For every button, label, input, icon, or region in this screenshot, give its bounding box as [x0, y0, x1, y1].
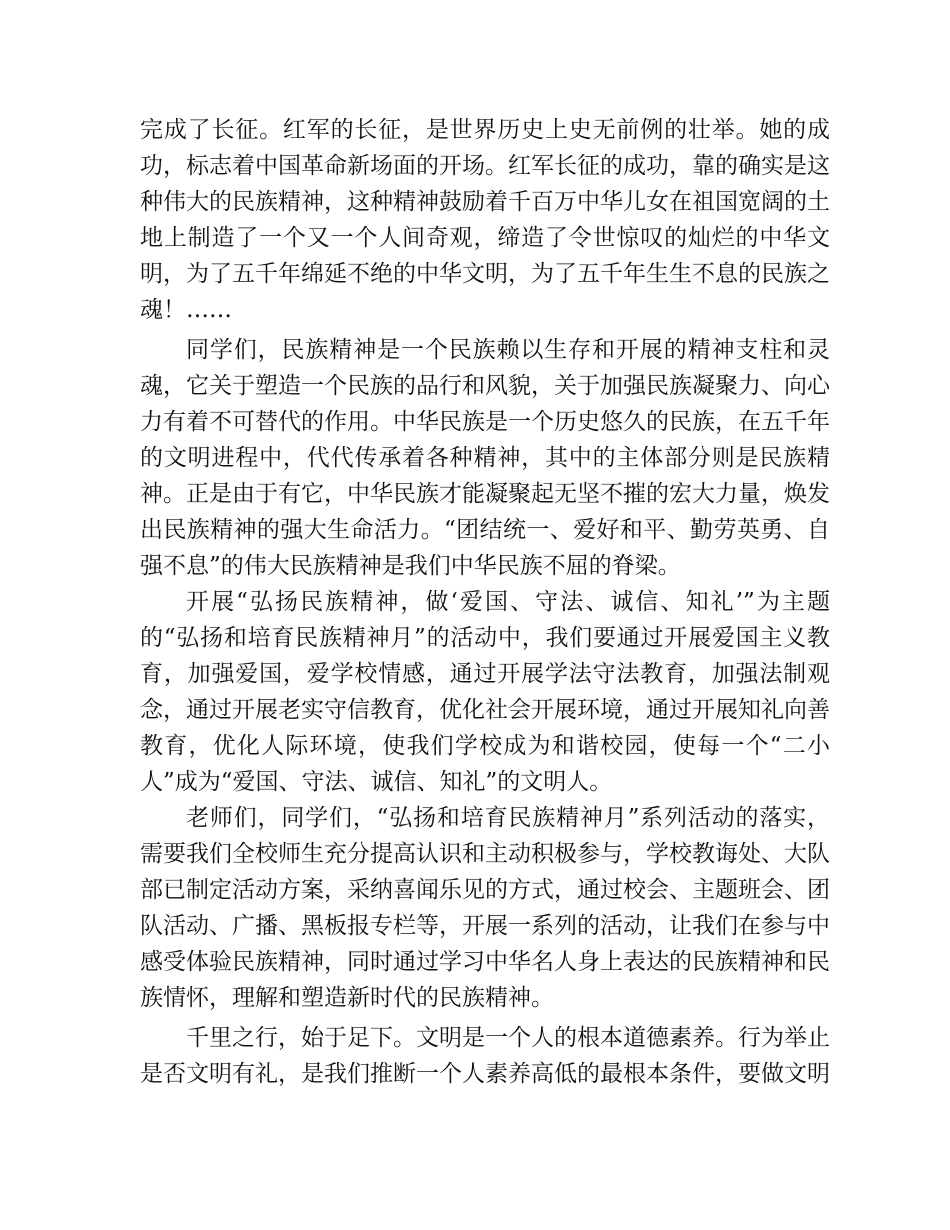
paragraph-1: 完成了长征。红军的长征，是世界历史上史无前例的壮举。她的成功，标志着中国革命新场面的开场。红军长征的成功，靠的确实是这种伟大的民族精神，这种精神鼓励着千百万中华儿女在祖国宽阔的土地上制造了一个又一个人间奇观，缔造了令世惊叹的灿烂的中华文明，为了五千年绵延不绝的中华文明，为了五千年生生不息的民族之魂！……: [140, 117, 830, 323]
paragraph-3: 开展“弘扬民族精神，做‘爱国、守法、诚信、知礼’”为主题的“弘扬和培育民族精神月”的活动中，我们要通过开展爱国主义教育，加强爱国，爱学校情感，通过开展学法守法教育，加强法制观念，通过开展老实守信教育，优化社会开展环境，通过开展知礼向善教育，优化人际环境，使我们学校成为和谐校园，使每一个“二小人”成为“爱国、守法、诚信、知礼”的文明人。: [140, 589, 830, 795]
body-text: [140, 112, 830, 1092]
paragraph-4: 老师们，同学们，“弘扬和培育民族精神月”系列活动的落实，需要我们全校师生充分提高认识和主动积极参与，学校教诲处、大队部已制定活动方案，采纳喜闻乐见的方式，通过校会、主题班会、团队活动、广播、黑板报专栏等，开展一系列的活动，让我们在参与中感受体验民族精神，同时通过学习中华名人身上表达的民族精神和民族情怀，理解和塑造新时代的民族精神。: [140, 805, 830, 1011]
paragraph-5: 千里之行，始于足下。文明是一个人的根本道德素养。行为举止是否文明有礼，是我们推断一个人素养高低的最根本条件，要做文明: [140, 1025, 830, 1087]
paragraph-2: 同学们，民族精神是一个民族赖以生存和开展的精神支柱和灵魂，它关于塑造一个民族的品行和风貌，关于加强民族凝聚力、向心力有着不可替代的作用。中华民族是一个历史悠久的民族，在五千年的文明进程中，代代传承着各种精神，其中的主体部分则是民族精神。正是由于有它，中华民族才能凝聚起无坚不摧的宏大力量，焕发出民族精神的强大生命活力。“团结统一、爱好和平、勤劳英勇、自强不息”的伟大民族精神是我们中华民族不屈的脊梁。: [140, 337, 830, 579]
